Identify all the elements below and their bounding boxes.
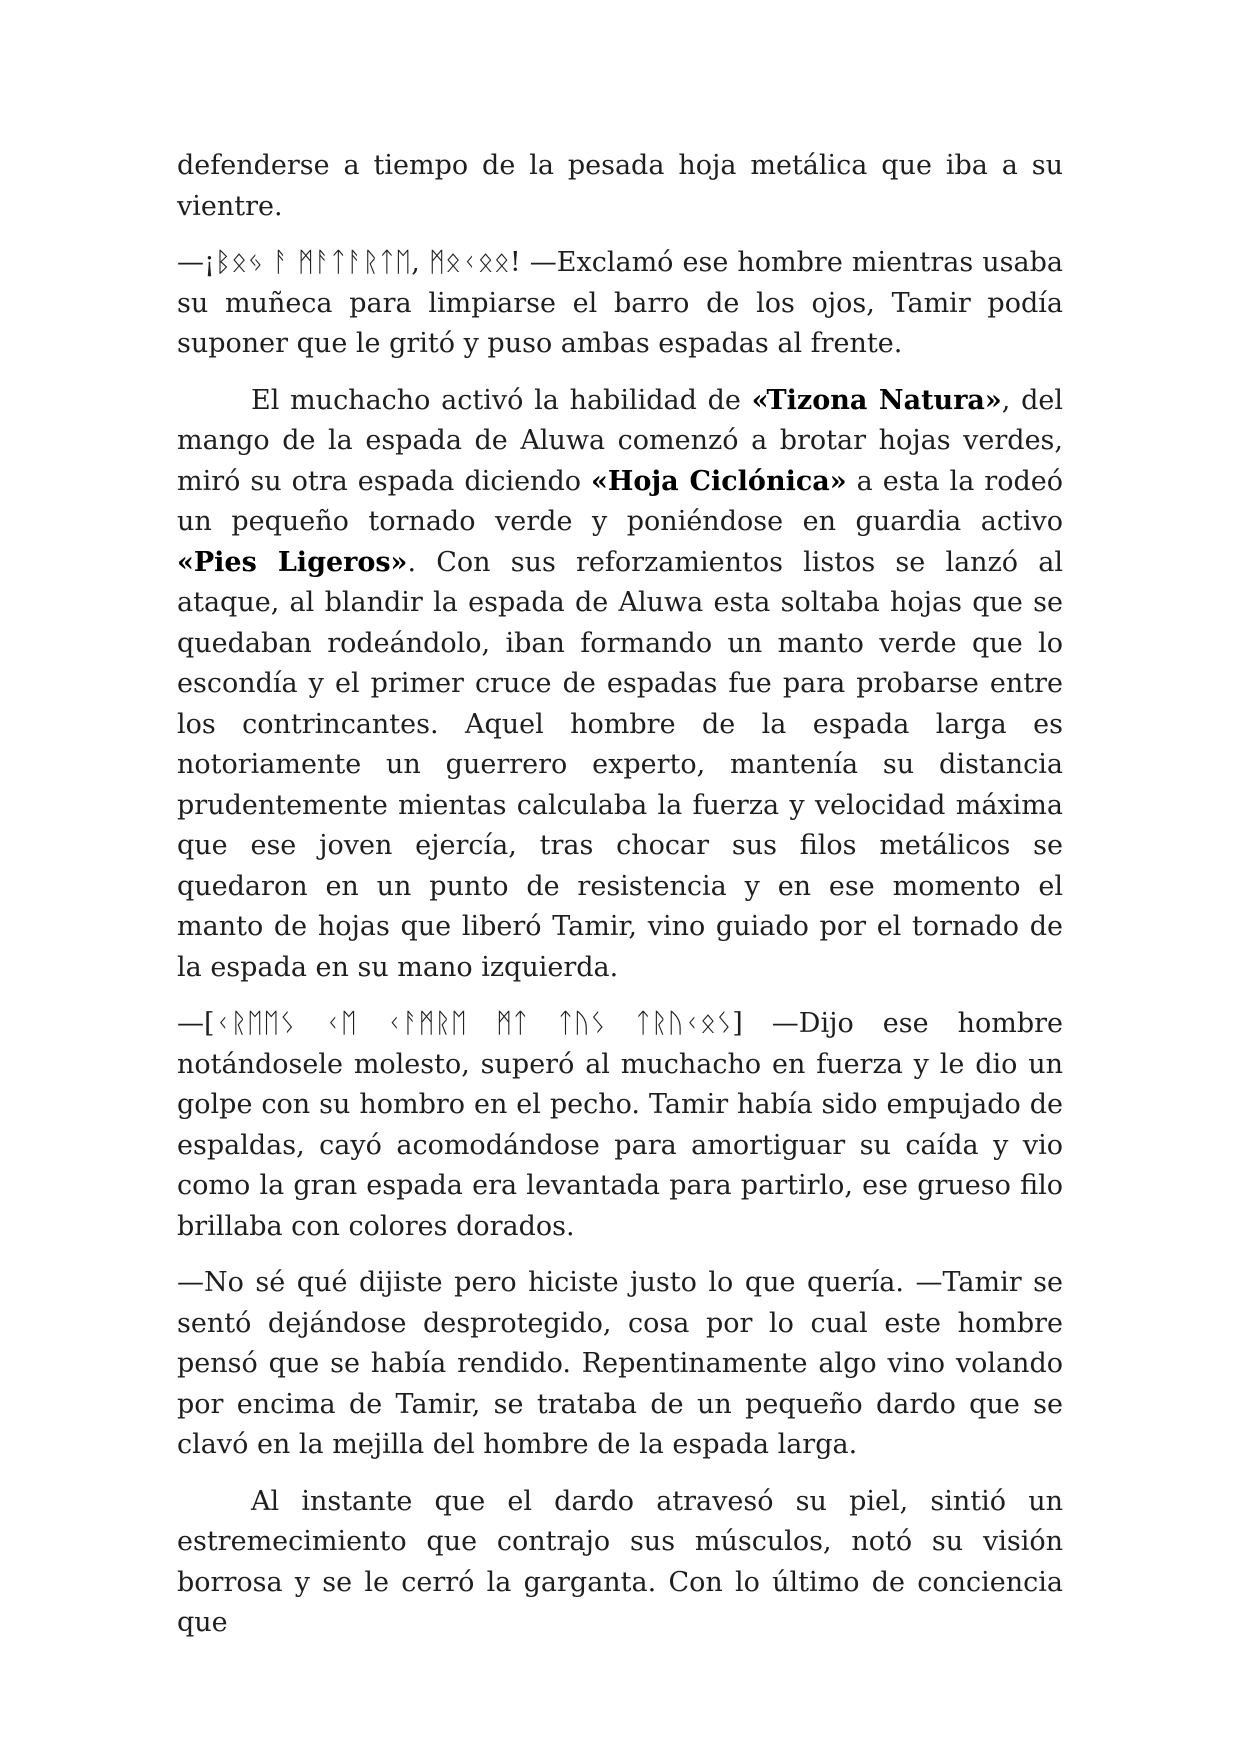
body-text [177,146,1063,1660]
paragraph-1 [177,146,1063,227]
paragraph-3 [177,381,1063,989]
text-run: —No sé qué dijiste pero hiciste justo lo que quería. —Tamir se sentó dejándose desprotegido, cosa por lo cual este hombre pensó que se había rendido. Repentinamente algo vino volando por encima de Tamir, se trataba de un pequeño dardo que se clavó en la mejilla del hombre de la espada larga. [177,1267,1063,1460]
text-run: Al instante que el dardo atravesó su piel, sintió un estremecimiento que contrajo sus músculos, notó su visión borrosa y se le cerró la garganta. Con lo último de conciencia que [177,1485,1063,1638]
paragraph-6 [177,1482,1063,1644]
text-run: . Con sus reforzamientos listos se lanzó al ataque, al blandir la espada de Aluwa esta soltaba hojas que se quedaban rodeándolo, iban formando un manto verde que lo escondía y el primer cruce de espadas fue para probarse entre los contrincantes. Aquel hombre de la espada larga es notoriamente un guerrero experto, mantenía su distancia prudentemente mientas calculaba la fuerza y velocidad máxima que ese joven ejercía, tras chocar sus filos metálicos se quedaron en un punto de resistencia y en ese momento el manto de hojas que liberó Tamir, vino guiado por el tornado de la espada en su mano izquierda. [177,546,1063,983]
text-run: , del mango de la espada de Aluwa comenzó a brotar hojas verdes, miró su otra espada diciendo [177,384,1064,497]
text-run: El muchacho activó la habilidad de [251,384,752,416]
skill-name-pies-ligeros: «Pies Ligeros» [177,546,408,578]
text-run: defenderse a tiempo de la pesada hoja metálica que iba a su vientre. [177,150,1063,222]
paragraph-5 [177,1263,1063,1466]
text-run: —[ᚲᚱᛖᛖᛊ ᚲᛖ ᚲᚨᛗᚱᛖ ᛗᛏ ᛏᚢᛊ ᛏᚱᚢᚲᛟᛊ] —Dijo ese hombre notándosele molesto, superó al muchacho en fuerza y le dio un golpe con su hombro en el pecho. Tamir había sido empujado de espaldas, cayó acomodándose para amortiguar su caída y vio como la gran espada era levantada para partirlo, ese grueso filo brillaba con colores dorados. [177,1008,1063,1242]
paragraph-2 [177,243,1063,365]
skill-name-hoja-ciclonica: «Hoja Ciclónica» [591,465,847,497]
text-run: a esta la rodeó un pequeño tornado verde y poniéndose en guardia activo [177,465,1063,537]
paragraph-4 [177,1004,1063,1247]
text-run: —¡ᛒᛟᛃ ᚨ ᛗᚨᛏᚨᚱᛏᛖ, ᛗᛟᚲᛟᛟ! —Exclamó ese hombre mientras usaba su muñeca para limpiarse el barro de los ojos, Tamir podía suponer que le gritó y puso ambas espadas al frente. [177,247,1063,359]
skill-name-tizona-natura: «Tizona Natura» [751,384,1002,416]
